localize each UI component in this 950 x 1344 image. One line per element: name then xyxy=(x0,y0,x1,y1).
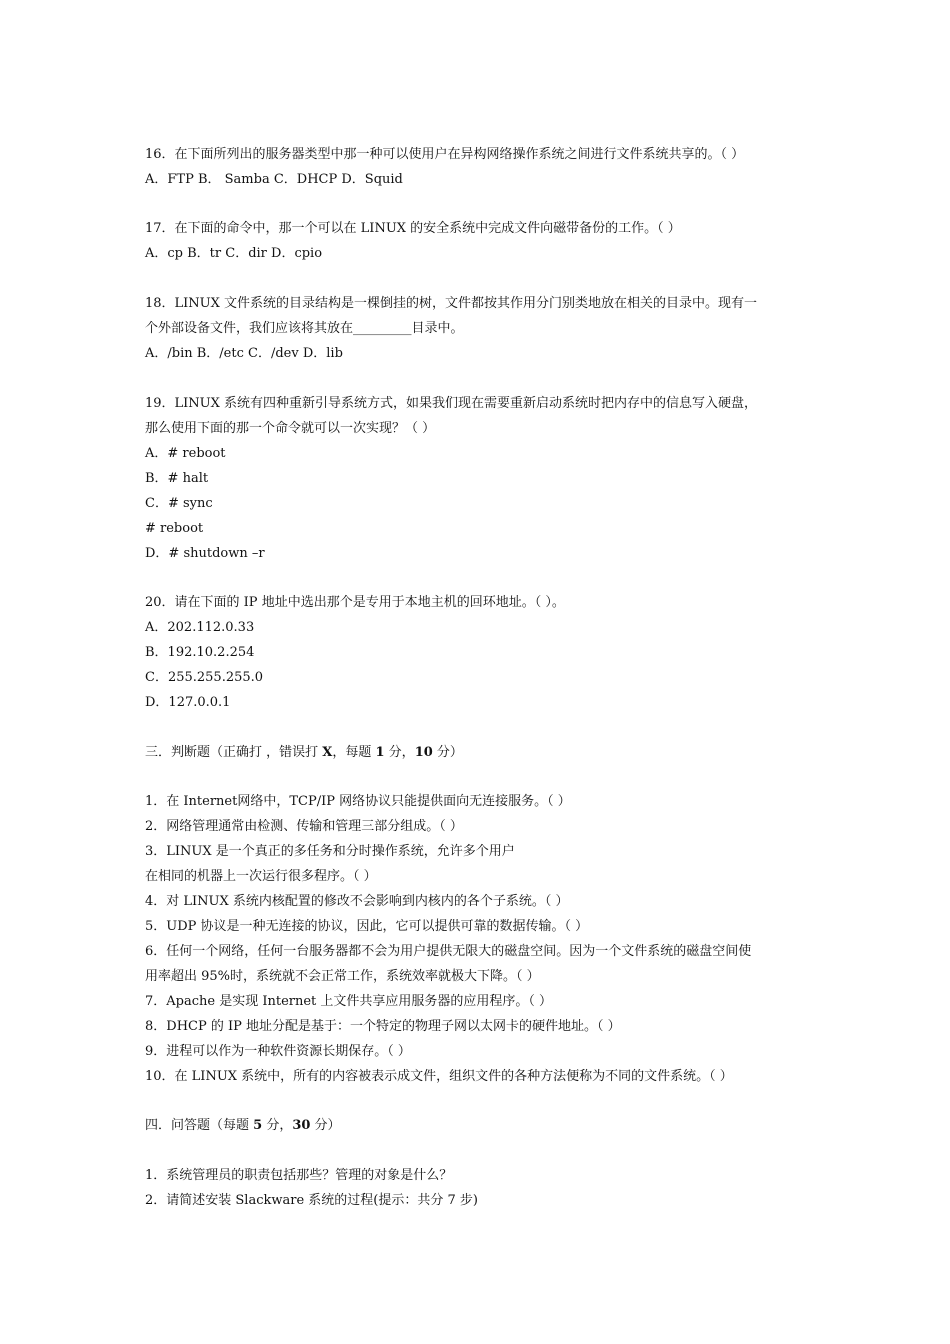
question-19-option-b: B．# halt xyxy=(145,471,209,486)
question-19-option-d: D．# shutdown –r xyxy=(145,546,265,561)
section-3-suffix: 分） xyxy=(432,745,463,760)
question-18-options: A．/bin B．/etc C．/dev D．lib xyxy=(145,346,343,361)
question-19-option-c: C．# sync xyxy=(145,496,213,511)
tf-item-6-line2: 用率超出 95%时，系统就不会正常工作，系统效率就极大下降。（ ） xyxy=(145,969,540,984)
tf-item-10: 10．在 LINUX 系统中，所有的内容被表示成文件，组织文件的各种方法便称为不同的文件系统。（ ） xyxy=(145,1069,733,1084)
section-3-x-mark: X xyxy=(322,745,333,760)
section-4-heading xyxy=(145,1118,341,1134)
tf-item-1: 1．在 Internet网络中，TCP/IP 网络协议只能提供面向无连接服务。（ ） xyxy=(145,794,571,809)
section-4-prefix: 四．问答题（每题 xyxy=(145,1118,254,1133)
tf-item-2: 2．网络管理通常由检测、传输和管理三部分组成。（ ） xyxy=(145,819,463,834)
tf-item-5: 5．UDP 协议是一种无连接的协议，因此，它可以提供可靠的数据传输。（ ） xyxy=(145,919,589,934)
question-17-stem: 17．在下面的命令中，那一个可以在 LINUX 的安全系统中完成文件向磁带备份的工作。（ ） xyxy=(145,221,681,236)
section-3-mid: ，每题 xyxy=(332,745,376,760)
question-20-option-b: B．192.10.2.254 xyxy=(145,645,255,660)
question-20-option-d: D．127.0.0.1 xyxy=(145,695,231,710)
qa-item-2: 2．请简述安装 Slackware 系统的过程(提示：共分 7 步) xyxy=(145,1193,478,1208)
question-19-option-a: A．# reboot xyxy=(145,446,226,461)
question-19-stem-line1: 19．LINUX 系统有四种重新引导系统方式，如果我们现在需要重新启动系统时把内存中的信息写入硬盘， xyxy=(145,396,758,411)
question-18-stem-line1: 18．LINUX 文件系统的目录结构是一棵倒挂的树，文件都按其作用分门别类地放在相关的目录中。现有一 xyxy=(145,296,758,311)
tf-item-6-line1: 6．任何一个网络，任何一台服务器都不会为用户提供无限大的磁盘空间。因为一个文件系统的磁盘空间使 xyxy=(145,944,752,959)
question-19-stem-line2: 那么使用下面的那一个命令就可以一次实现？（ ） xyxy=(145,421,436,436)
section-4-total-score: 30 xyxy=(292,1118,311,1133)
section-4-suffix: 分） xyxy=(310,1118,341,1133)
section-4-mid: 分， xyxy=(262,1118,293,1133)
qa-item-1: 1．系统管理员的职责包括那些？管理的对象是什么？ xyxy=(145,1168,453,1183)
question-17-options: A．cp B．tr C．dir D．cpio xyxy=(145,246,323,261)
question-18-stem-line2: 个外部设备文件，我们应该将其放在_________目录中。 xyxy=(145,321,464,336)
tf-item-8: 8．DHCP 的 IP 地址分配是基于：一个特定的物理子网以太网卡的硬件地址。（ ） xyxy=(145,1019,621,1034)
question-19-option-c-continued: # reboot xyxy=(145,521,204,536)
section-4-per-score: 5 xyxy=(253,1118,263,1133)
tf-item-3-line2: 在相同的机器上一次运行很多程序。（ ） xyxy=(145,869,377,884)
question-16-stem: 16．在下面所列出的服务器类型中那一种可以使用户在异构网络操作系统之间进行文件系统共享的。（ ） xyxy=(145,147,745,162)
tf-item-3-line1: 3．LINUX 是一个真正的多任务和分时操作系统，允许多个用户 xyxy=(145,844,515,859)
tf-item-7: 7．Apache 是实现 Internet 上文件共享应用服务器的应用程序。（ ） xyxy=(145,994,553,1009)
question-16-options: A．FTP B． Samba C．DHCP D．Squid xyxy=(145,172,403,187)
tf-item-4: 4．对 LINUX 系统内核配置的修改不会影响到内核内的各个子系统。（ ） xyxy=(145,894,569,909)
section-3-mid2: 分， xyxy=(384,745,415,760)
section-3-total-score: 10 xyxy=(414,745,433,760)
tf-item-9: 9．进程可以作为一种软件资源长期保存。（ ） xyxy=(145,1044,411,1059)
section-3-per-score: 1 xyxy=(375,745,385,760)
question-20-option-c: C．255.255.255.0 xyxy=(145,670,264,685)
section-3-heading xyxy=(145,745,463,761)
question-20-option-a: A．202.112.0.33 xyxy=(145,620,255,635)
section-3-prefix: 三．判断题（正确打 ，错误打 xyxy=(145,745,323,760)
question-20-stem: 20．请在下面的 IP 地址中选出那个是专用于本地主机的回环地址。（ ）。 xyxy=(145,595,565,610)
